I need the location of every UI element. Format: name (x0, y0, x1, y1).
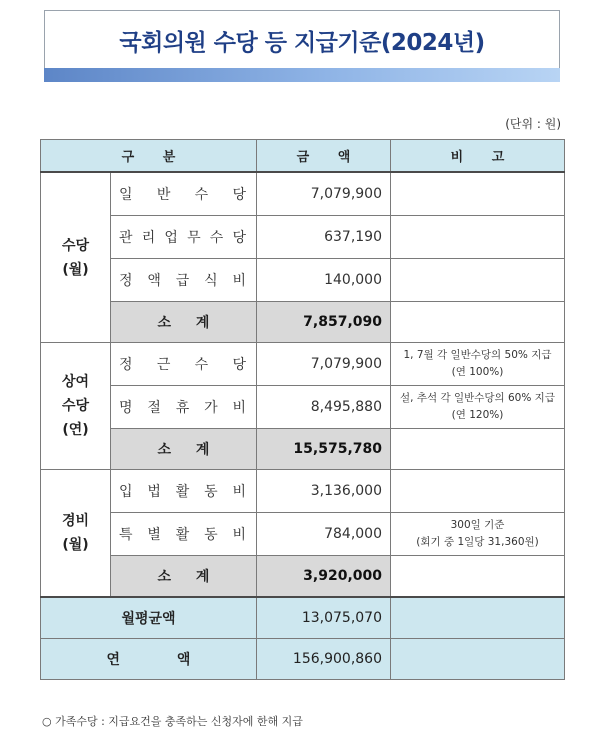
item-name (111, 470, 257, 513)
table-header-row (41, 140, 565, 173)
item-amount: 7,079,900 (257, 172, 391, 216)
page-title: 국회의원 수당 등 지급기준(2024년) (119, 29, 485, 56)
item-note-line: 300일 기준 (450, 519, 505, 531)
item-note (391, 386, 565, 429)
item-note (391, 513, 565, 556)
table-row (41, 172, 565, 216)
table-row (41, 343, 565, 386)
table-row (41, 259, 565, 302)
subtotal-label: 소 계 (111, 429, 257, 470)
item-name (111, 513, 257, 556)
annual-note (391, 639, 565, 680)
item-amount: 637,190 (257, 216, 391, 259)
item-amount: 7,079,900 (257, 343, 391, 386)
subtotal-note (391, 302, 565, 343)
item-name-char: 수 (209, 230, 224, 246)
annual-row (41, 639, 565, 680)
item-name-char: 가 (204, 400, 218, 416)
item-name-char: 동 (204, 484, 218, 500)
item-name-char: 정 (119, 357, 133, 373)
item-note (391, 470, 565, 513)
unit-label: (단위 : 원) (505, 117, 561, 131)
item-name-char: 비 (232, 273, 246, 289)
category-label (41, 172, 111, 343)
item-name-char: 식 (204, 273, 218, 289)
item-name-char: 업 (164, 230, 178, 246)
item-name (111, 172, 257, 216)
annual-amount: 156,900,860 (257, 639, 391, 680)
subtotal-amount: 15,575,780 (257, 429, 391, 470)
item-name-char: 명 (119, 400, 133, 416)
allowance-table (40, 139, 565, 680)
item-name-char: 관 (119, 230, 133, 246)
item-name-char: 입 (119, 484, 133, 500)
item-name-char: 법 (147, 484, 161, 500)
item-name-char: 당 (232, 230, 246, 246)
table-row (41, 386, 565, 429)
item-name-char: 활 (175, 484, 190, 500)
item-name-char: 비 (232, 527, 246, 543)
category-label-line: 상여 (61, 374, 90, 390)
item-name-char: 수 (194, 187, 209, 203)
item-name (111, 216, 257, 259)
subtotal-label: 소 계 (111, 302, 257, 343)
item-name-char: 절 (147, 400, 161, 416)
category-label-line: 수당 (61, 237, 90, 254)
item-name-char: 액 (147, 273, 161, 289)
subtotal-note (391, 556, 565, 598)
item-amount: 3,136,000 (257, 470, 391, 513)
category-label (41, 470, 111, 598)
header-category: 구 분 (41, 140, 257, 173)
subtotal-row (41, 556, 565, 598)
item-name-char: 당 (232, 187, 246, 203)
item-name (111, 386, 257, 429)
item-name-char: 정 (119, 273, 133, 289)
item-name-char: 일 (119, 187, 133, 203)
item-name-char: 별 (147, 527, 161, 543)
item-note-line: 1, 7월 각 일반수당의 50% 지급 (403, 349, 552, 361)
item-note-line: 설, 추석 각 일반수당의 60% 지급 (400, 392, 555, 404)
item-name-char: 비 (232, 484, 246, 500)
table-row (41, 513, 565, 556)
item-name-char: 활 (175, 527, 190, 543)
item-name-char: 수 (194, 357, 209, 373)
item-note-line: (연 100%) (451, 366, 504, 378)
monthly-average-row (41, 597, 565, 639)
title-box (44, 10, 560, 69)
category-label-line: (월) (62, 261, 89, 278)
category-label-line: (연) (62, 422, 89, 438)
footnote: ○ 가족수당 : 지급요건을 충족하는 신청자에 한해 지급 (42, 715, 303, 728)
monthly-average-label: 월평균액 (41, 597, 257, 639)
item-note-line: (회기 중 1일당 31,360원) (416, 536, 539, 548)
item-amount: 8,495,880 (257, 386, 391, 429)
item-note (391, 216, 565, 259)
table-row (41, 216, 565, 259)
item-note (391, 172, 565, 216)
title-underline-bar (44, 68, 560, 82)
item-name-char: 반 (156, 187, 171, 203)
subtotal-label: 소 계 (111, 556, 257, 598)
item-name-char: 동 (204, 527, 218, 543)
item-name (111, 259, 257, 302)
table-body (41, 172, 565, 680)
item-name-char: 무 (187, 230, 201, 246)
item-note-line: (연 120%) (451, 409, 504, 421)
item-name-char: 근 (156, 357, 171, 373)
item-amount: 784,000 (257, 513, 391, 556)
annual-label: 연 액 (41, 639, 257, 680)
item-amount: 140,000 (257, 259, 391, 302)
item-note (391, 259, 565, 302)
monthly-average-amount: 13,075,070 (257, 597, 391, 639)
item-name (111, 343, 257, 386)
header-amount: 금 액 (257, 140, 391, 173)
item-name-char: 리 (141, 230, 156, 246)
subtotal-row (41, 302, 565, 343)
subtotal-amount: 7,857,090 (257, 302, 391, 343)
category-label-line: (월) (62, 537, 89, 553)
subtotal-amount: 3,920,000 (257, 556, 391, 598)
item-name-char: 휴 (175, 400, 190, 416)
monthly-average-note (391, 597, 565, 639)
item-name-char: 급 (175, 273, 190, 289)
header-note: 비 고 (391, 140, 565, 173)
category-label-line: 수당 (61, 398, 90, 414)
item-name-char: 당 (232, 357, 246, 373)
subtotal-note (391, 429, 565, 470)
item-name-char: 비 (232, 400, 246, 416)
table-row (41, 470, 565, 513)
item-note (391, 343, 565, 386)
category-label-line: 경비 (61, 513, 90, 529)
subtotal-row (41, 429, 565, 470)
category-label (41, 343, 111, 470)
item-name-char: 특 (119, 527, 133, 543)
